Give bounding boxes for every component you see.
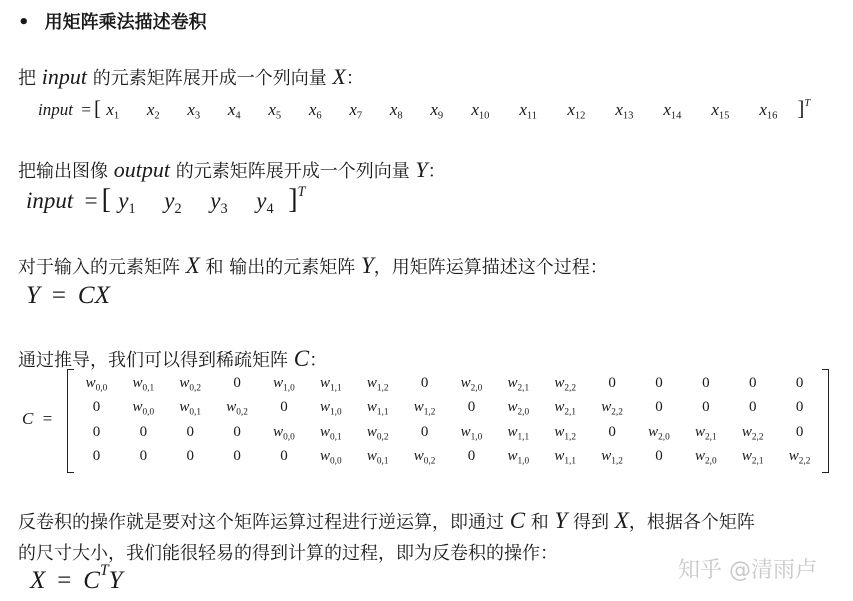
matrix-cell-subscript: 0,1 — [142, 383, 155, 393]
matrix-cell-subscript: 2,0 — [470, 383, 483, 393]
matrix-cell-base: w — [460, 423, 471, 440]
var-output: output — [113, 157, 170, 182]
matrix-cell — [261, 420, 308, 445]
vector-element-base: x — [349, 100, 357, 119]
matrix-cell-subscript: 0,2 — [236, 407, 248, 418]
vector-element-base: x — [106, 100, 114, 119]
text: 的元素矩阵展开成一个列向量 — [169, 161, 416, 182]
vector-element-subscript: 7 — [356, 110, 363, 122]
var-x: X — [30, 567, 46, 594]
var-c: C — [509, 508, 526, 533]
matrix-cell-subscript: 1,0 — [330, 407, 342, 418]
matrix-cell — [495, 445, 542, 470]
text: 和 — [525, 512, 555, 533]
matrix-cell-subscript: 1,0 — [470, 432, 483, 442]
equals: = — [81, 100, 91, 119]
var-c: C — [83, 567, 100, 594]
matrix-cell-subscript: 0,1 — [330, 432, 342, 442]
paragraph-line-2 — [18, 157, 446, 183]
text: ，用矩阵运算描述这个过程： — [373, 257, 608, 278]
vector-element — [268, 100, 309, 120]
vector-element-subscript: 10 — [478, 110, 490, 122]
matrix-cell-subscript: 0,2 — [376, 432, 389, 442]
var-y: Y — [360, 253, 374, 278]
matrix-cell: 0 — [139, 423, 148, 440]
matrix-cell — [542, 420, 589, 445]
equation-output-vector — [26, 184, 305, 216]
var-x: X — [332, 64, 346, 89]
matrix-cell — [354, 420, 401, 445]
var-y: Y — [554, 508, 568, 533]
matrix-cell-subscript: 0,2 — [189, 383, 201, 393]
matrix-cell — [214, 396, 261, 421]
matrix-cell — [495, 371, 542, 396]
transpose: T — [99, 561, 109, 579]
matrix-cell-base: w — [507, 374, 518, 391]
text: 把输出图像 — [18, 161, 114, 182]
var-c: C — [293, 346, 310, 371]
vector-element — [711, 100, 759, 120]
bullet: • — [18, 12, 30, 33]
matrix-cell-base: w — [366, 399, 377, 416]
matrix-cell-subscript: 0,1 — [376, 456, 389, 467]
text: ： — [309, 350, 328, 371]
matrix-cell-base: w — [179, 399, 190, 416]
paragraph-line-5 — [18, 508, 755, 534]
matrix-table — [73, 371, 823, 469]
matrix-cell — [636, 420, 683, 445]
matrix-cell — [448, 371, 495, 396]
matrix-cell-subscript: 1,1 — [376, 407, 389, 418]
matrix-cell-subscript: 2,2 — [798, 456, 811, 467]
var-y: Y — [108, 567, 123, 594]
paragraph-line-3 — [18, 253, 608, 279]
text: 的尺寸大小，我们能很轻易的得到计算的过程，即为反卷积的操作： — [18, 543, 558, 564]
matrix-cell — [307, 420, 354, 445]
text: 的元素矩阵展开成一个列向量 — [86, 68, 333, 89]
matrix-cell — [776, 445, 823, 470]
matrix-cell-subscript: 1,0 — [283, 383, 295, 393]
matrix-cell — [495, 396, 542, 421]
matrix-cell-subscript: 0,0 — [283, 432, 295, 442]
matrix-cell-subscript: 0,1 — [189, 407, 201, 418]
matrix-cell-subscript: 0,0 — [95, 383, 108, 393]
matrix-cell-base: w — [413, 448, 424, 465]
matrix-cell: 0 — [186, 448, 194, 465]
rhs: CX — [77, 282, 110, 309]
heading-text: 用矩阵乘法描述卷积 — [44, 12, 207, 33]
vector-element — [759, 100, 797, 120]
matrix-cell: 0 — [608, 423, 616, 440]
matrix-cell: 0 — [186, 423, 194, 440]
matrix-cell — [729, 445, 776, 470]
section-heading — [18, 8, 207, 34]
matrix-cell-base: w — [179, 374, 190, 391]
vector-element-base: x — [308, 100, 317, 119]
matrix-cell-subscript: 2,1 — [705, 432, 717, 442]
matrix-cell-base: w — [694, 448, 705, 465]
bracket-open: [ — [101, 184, 111, 215]
matrix-cell: 0 — [420, 374, 429, 391]
matrix-cell — [401, 396, 448, 421]
text: ： — [427, 161, 446, 182]
vector-element — [187, 100, 228, 120]
vector-element-subscript: 4 — [235, 110, 241, 122]
matrix-cell — [307, 396, 354, 421]
bracket-close: ] — [797, 96, 805, 120]
vector-element-subscript: 6 — [316, 110, 322, 122]
vector-element — [349, 100, 390, 120]
equals: = — [51, 282, 66, 309]
vector-element-base: y — [210, 188, 221, 213]
vector-element-base: x — [663, 100, 671, 119]
matrix-cell-base: w — [85, 374, 96, 391]
matrix-cell-base: w — [273, 374, 284, 391]
vector-element-base: x — [146, 100, 155, 119]
matrix-cell-subscript: 2,2 — [751, 432, 764, 442]
matrix-cell: 0 — [795, 399, 804, 416]
vector-element — [471, 100, 519, 120]
matrix-cell-base: w — [132, 374, 143, 391]
matrix-cell: 0 — [702, 399, 710, 416]
matrix-cell-base: w — [601, 448, 612, 465]
var-x: X — [614, 508, 629, 533]
vector-element — [228, 100, 269, 120]
vector-element — [567, 100, 615, 120]
matrix-cell-base: w — [694, 423, 705, 440]
matrix-cell: 0 — [655, 374, 663, 391]
matrix-cell-subscript: 2,0 — [517, 407, 530, 418]
matrix-cell — [261, 371, 308, 396]
matrix-cell-subscript: 2,0 — [705, 456, 717, 467]
vector-element — [430, 100, 471, 120]
text: 对于输入的元素矩阵 — [18, 257, 186, 278]
matrix-cell-base: w — [319, 448, 330, 465]
matrix-cell-base: w — [554, 399, 565, 416]
matrix-row — [73, 445, 823, 470]
vector-element-subscript: 13 — [622, 110, 634, 122]
var-y: Y — [415, 157, 428, 182]
matrix-cell: 0 — [702, 374, 710, 391]
lhs: input — [38, 100, 73, 119]
watermark: 知乎 @清雨卢 — [678, 558, 817, 583]
matrix-cell-base: w — [788, 448, 799, 465]
vector-element — [164, 188, 210, 217]
vector-items — [118, 188, 288, 217]
vector-element — [390, 100, 431, 120]
matrix-cell — [354, 445, 401, 470]
vector-element-base: x — [389, 100, 398, 119]
vector-element-subscript: 1 — [113, 110, 120, 122]
matrix-cell-base: w — [319, 423, 330, 440]
matrix-cell — [167, 396, 214, 421]
matrix-cell-base: w — [132, 399, 143, 416]
vector-element-base: x — [567, 100, 575, 119]
matrix-cell: 0 — [233, 423, 241, 440]
transpose: T — [804, 98, 811, 110]
vector-element-subscript: 14 — [670, 110, 682, 122]
matrix-cell-base: w — [601, 399, 612, 416]
var-c: C — [22, 409, 34, 428]
matrix-cell-subscript: 2,0 — [658, 432, 670, 442]
matrix-cell: 0 — [467, 399, 476, 416]
matrix-cell: 0 — [92, 399, 101, 416]
vector-element-base: x — [268, 100, 276, 119]
matrix-cell — [495, 420, 542, 445]
vector-element-subscript: 12 — [574, 110, 586, 122]
matrix-cell — [682, 420, 729, 445]
matrix-cell — [542, 445, 589, 470]
matrix-cell-base: w — [741, 423, 752, 440]
matrix-cell-base: w — [554, 374, 565, 391]
matrix-cell — [729, 420, 776, 445]
text: 和 输出的元素矩阵 — [199, 257, 361, 278]
text: 通过推导，我们可以得到稀疏矩阵 — [18, 350, 294, 371]
matrix-cell — [589, 445, 636, 470]
vector-element-subscript: 3 — [194, 110, 201, 122]
vector-element — [106, 100, 147, 120]
matrix-cell-base: w — [554, 423, 565, 440]
bracket-open: [ — [93, 96, 101, 120]
matrix-cell: 0 — [233, 374, 241, 391]
matrix-cell-base: w — [460, 374, 471, 391]
bracket-close: ] — [288, 184, 298, 215]
matrix-cell-subscript: 1,1 — [330, 383, 342, 393]
vector-element-subscript: 15 — [718, 110, 730, 122]
matrix-cell-base: w — [273, 423, 284, 440]
matrix-cell — [120, 396, 167, 421]
text: 把 — [18, 68, 42, 89]
vector-element-subscript: 3 — [220, 200, 228, 217]
vector-element-subscript: 5 — [275, 110, 282, 122]
lhs: input — [26, 188, 74, 213]
vector-element — [309, 100, 350, 120]
vector-element — [256, 188, 288, 217]
matrix-cell: 0 — [748, 374, 757, 391]
vector-element-base: y — [118, 188, 129, 213]
matrix-cell-subscript: 1,1 — [564, 456, 576, 467]
matrix-cell: 0 — [608, 374, 616, 391]
matrix-cell-base: w — [507, 423, 518, 440]
vector-element-base: x — [471, 100, 479, 119]
matrix-cell-subscript: 0,0 — [330, 456, 342, 467]
matrix-cell-subscript: 2,1 — [517, 383, 530, 393]
equation-final — [30, 561, 123, 595]
matrix-cell: 0 — [92, 448, 101, 465]
matrix-cell-base: w — [319, 399, 330, 416]
matrix-cell — [354, 396, 401, 421]
matrix-cell-base: w — [507, 399, 518, 416]
equals: = — [42, 409, 53, 428]
vector-element-base: x — [759, 100, 767, 119]
matrix-cell — [307, 371, 354, 396]
matrix-cell: 0 — [655, 448, 663, 465]
matrix-cell-subscript: 1,2 — [376, 383, 389, 393]
matrix-cell-base: w — [554, 448, 565, 465]
matrix-cell-base: w — [226, 399, 237, 416]
vector-element-base: y — [164, 188, 175, 213]
vector-element-base: x — [519, 100, 527, 119]
equation-y-cx — [26, 280, 110, 310]
matrix-cell-subscript: 0,0 — [142, 407, 155, 418]
text: ，根据各个矩阵 — [628, 512, 755, 533]
vector-element — [663, 100, 711, 120]
matrix-cell: 0 — [280, 399, 288, 416]
vector-element-subscript: 11 — [526, 110, 538, 122]
vector-element-subscript: 2 — [174, 200, 182, 217]
vector-element-base: x — [430, 100, 438, 119]
matrix-cell-base: w — [366, 374, 377, 391]
matrix-cell — [401, 445, 448, 470]
var-input: input — [41, 64, 87, 89]
matrix-cell: 0 — [467, 448, 476, 465]
matrix-cell — [167, 371, 214, 396]
var-y: Y — [26, 282, 40, 309]
matrix-cell-subscript: 1,2 — [611, 456, 623, 467]
matrix-cell-subscript: 2,2 — [564, 383, 576, 393]
matrix-cell — [589, 396, 636, 421]
matrix-row — [73, 371, 823, 396]
sparse-matrix-c — [67, 369, 829, 471]
matrix-row — [73, 420, 823, 445]
vector-element-base: x — [615, 100, 623, 119]
matrix-cell-base: w — [413, 399, 424, 416]
equals: = — [84, 188, 98, 213]
matrix-cell — [542, 396, 589, 421]
matrix-cell — [542, 371, 589, 396]
matrix-cell: 0 — [233, 448, 241, 465]
matrix-cell — [354, 371, 401, 396]
matrix-cell — [73, 371, 120, 396]
matrix-cell-base: w — [648, 423, 659, 440]
vector-items — [106, 100, 797, 120]
equation-input-vector — [38, 96, 810, 121]
vector-element — [147, 100, 188, 120]
vector-element-subscript: 1 — [128, 200, 136, 217]
text: ： — [345, 68, 364, 89]
matrix-cell: 0 — [420, 423, 429, 440]
matrix-lhs — [22, 409, 52, 429]
matrix-cell-subscript: 2,2 — [611, 407, 623, 418]
matrix-cell-subscript: 2,1 — [564, 407, 576, 418]
matrix-cell — [120, 371, 167, 396]
matrix-cell-base: w — [366, 423, 377, 440]
matrix-cell-subscript: 1,1 — [517, 432, 530, 442]
matrix-cell-subscript: 2,1 — [751, 456, 764, 467]
matrix-cell-subscript: 1,2 — [423, 407, 436, 418]
transpose: T — [297, 183, 306, 200]
matrix-cell — [307, 445, 354, 470]
text: 反卷积的操作就是要对这个矩阵运算过程进行逆运算，即通过 — [18, 512, 510, 533]
matrix-cell: 0 — [795, 374, 804, 391]
matrix-cell-subscript: 0,2 — [423, 456, 436, 467]
vector-element-subscript: 2 — [154, 110, 160, 122]
matrix-cell-subscript: 1,0 — [517, 456, 530, 467]
vector-element-base: x — [187, 100, 195, 119]
vector-element-base: x — [711, 100, 719, 119]
matrix-cell-base: w — [507, 448, 518, 465]
vector-element-subscript: 8 — [397, 110, 403, 122]
equals: = — [57, 567, 72, 594]
vector-element — [615, 100, 663, 120]
vector-element — [118, 188, 164, 217]
paragraph-line-1 — [18, 64, 364, 90]
matrix-cell-base: w — [366, 448, 377, 465]
matrix-cell — [682, 445, 729, 470]
matrix-cell: 0 — [655, 399, 663, 416]
vector-element-subscript: 4 — [266, 200, 274, 217]
matrix-cell: 0 — [795, 423, 804, 440]
matrix-cell-subscript: 1,2 — [564, 432, 576, 442]
vector-element-subscript: 16 — [766, 110, 778, 122]
matrix-cell — [448, 420, 495, 445]
var-x: X — [185, 253, 200, 278]
vector-element-base: y — [256, 188, 267, 213]
matrix-cell: 0 — [748, 399, 757, 416]
matrix-row — [73, 396, 823, 421]
vector-element — [519, 100, 567, 120]
matrix-bracket-right — [822, 369, 829, 473]
vector-element-subscript: 9 — [437, 110, 444, 122]
vector-element — [210, 188, 256, 217]
matrix-cell-base: w — [319, 374, 330, 391]
matrix-cell: 0 — [280, 448, 288, 465]
matrix-cell: 0 — [92, 423, 101, 440]
matrix-cell-base: w — [741, 448, 752, 465]
vector-element-base: x — [227, 100, 236, 119]
matrix-cell: 0 — [139, 448, 148, 465]
text: 得到 — [567, 512, 615, 533]
